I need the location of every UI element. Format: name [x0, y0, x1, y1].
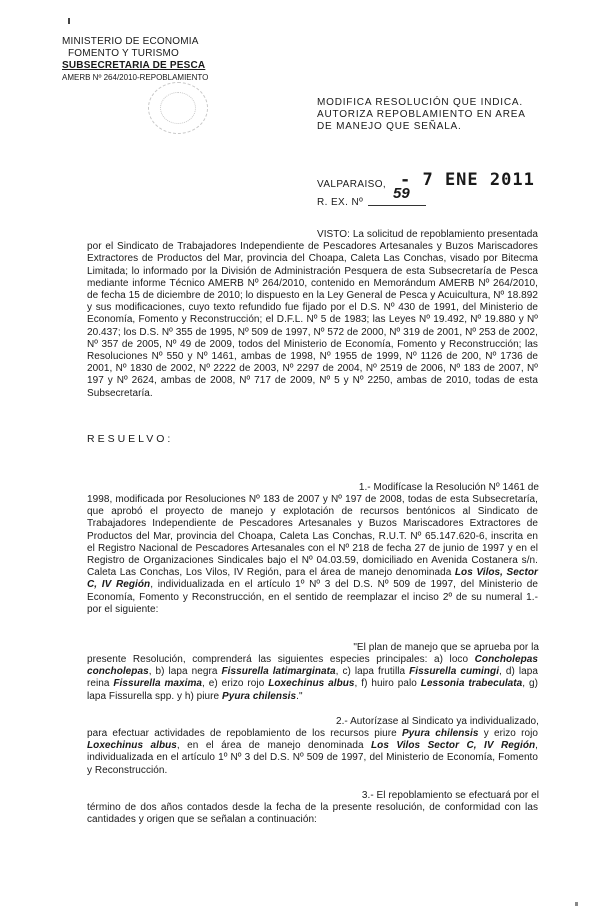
- resolution-number: 59: [393, 185, 410, 202]
- item2-species-1: Pyura chilensis: [401, 728, 479, 739]
- subject-line-1: MODIFICA RESOLUCIÓN QUE INDICA.: [317, 97, 523, 108]
- species-2: Fissurella latimarginata: [221, 666, 336, 678]
- quote-text-7: , g) lapa Fissurella spp. y h) piure: [87, 678, 538, 702]
- quote-paragraph: [87, 654, 538, 703]
- quote-text-6: , f) huiro palo: [354, 678, 421, 690]
- item2-text-4: , individualizada en el artículo 1º Nº 3 del D.S. Nº 509 de 1997, del Ministerio de Economía, Fomento y Reconstrucción.: [87, 740, 539, 776]
- visto-label: VISTO:: [317, 229, 350, 240]
- item2-species-2: Loxechinus albus: [87, 740, 177, 752]
- species-4: Fissurella maxima: [113, 678, 203, 690]
- item3-lead: 3.- El repoblamiento se efectuará por el: [361, 790, 539, 801]
- subject-line-3: DE MANEJO QUE SEÑALA.: [317, 121, 462, 132]
- quote-text-1: presente Resolución, comprenderá las siguientes especies principales: a) loco: [87, 654, 475, 665]
- item1-paragraph: [87, 494, 538, 616]
- species-3: Fissurella cumingi: [409, 666, 500, 678]
- item2-text-3: , en el área de manejo denominada: [176, 740, 371, 752]
- item1-text-a: 1998, modificada por Resoluciones Nº 183 de 2007 y Nº 197 de 2008, todas de esta Subsecretaría, que aprobó el proyecto de manejo y explotación de recursos bentónicos al Sindicato de Trabajadores Independiente de Pescadores Artesanales y Buzos Mariscadores Extractores de Productos del Mar, provincia del Choapa, Caleta Las Conchas, R.U.T. Nº 65.147.620-6, inscrita en el Registro Nacional de Pescadores Artesanales con el Nº 218 de fecha 27 de junio de 1997 y en el Registro de Organizaciones Sindicales bajo el Nº 04.03.59, domiciliado en Avenida Costanera s/n. Caleta Las Conchas, Los Vilos, IV Región, para el área de manejo denominada: [87, 494, 538, 579]
- quote-text-3: , c) lapa frutilla: [335, 666, 410, 678]
- ministry-name: MINISTERIO DE ECONOMIA: [62, 36, 199, 47]
- quote-text-2: , b) lapa negra: [148, 666, 222, 678]
- item1-area-name: Los Vilos, Sector C, IV Región: [87, 567, 538, 591]
- item2-lead: 2.- Autorízase al Sindicato ya individualizado,: [335, 716, 539, 727]
- quote-text-4: , d) lapa reina: [87, 666, 538, 690]
- resuelvo-heading: RESUELVO:: [87, 433, 174, 445]
- item2-paragraph: [87, 728, 538, 777]
- item1-lead: 1.- Modifícase la Resolución Nº 1461 de: [358, 482, 539, 493]
- place-label: VALPARAISO,: [317, 179, 387, 190]
- scan-mark-bottom: [575, 902, 578, 906]
- item3-paragraph: término de dos años contados desde la fecha de la presente resolución, de conformidad con las cantidades y origen que se señalan a continuación:: [87, 802, 538, 826]
- item2-text-1: para efectuar actividades de repoblamiento de los recursos piure: [87, 728, 402, 739]
- subsecretaria-name: SUBSECRETARIA DE PESCA: [62, 60, 206, 71]
- date-stamp: - 7 ENE 2011: [400, 170, 535, 190]
- quote-text-8: .": [296, 690, 303, 702]
- species-6: Lessonia trabeculata: [420, 678, 523, 690]
- species-5: Loxechinus albus: [268, 678, 355, 690]
- subject-line-2: AUTORIZA REPOBLAMIENTO EN AREA: [317, 109, 526, 120]
- reference-code: AMERB Nº 264/2010-REPOBLAMIENTO: [62, 73, 209, 82]
- official-seal-inner: [160, 92, 196, 124]
- quote-lead: "El plan de manejo que se aprueba por la: [353, 642, 539, 653]
- scan-mark: [68, 18, 70, 24]
- item2-text-2: y erizo rojo: [478, 728, 538, 739]
- visto-text: La solicitud de repoblamiento presentada por el Sindicato de Trabajadores Independiente de Pescadores Artesanales y Buzos Mariscadores Extractores de Productos del Mar, provincia del Choapa, Caleta Las Conchas, visado por Bitecma Limitada; lo informado por la División de Administración Pesquera de esta Subsecretaría de Pesca mediante informe Técnico AMERB Nº 264/2010, contenido en Memorándum AMERB Nº 264/2010, de fecha 15 de diciembre de 2010; lo dispuesto en la Ley General de Pesca y Acuicultura, Nº 18.892 y sus modificaciones, cuyo texto refundido fue fijado por el D.S. Nº 430 de 1991, del Ministerio de Economía, Fomento y Reconstrucción; el D.F.L. Nº 5 de 1983; las Leyes Nº 19.492, Nº 19.880 y Nº 20.437; los D.S. Nº 355 de 1995, Nº 509 de 1997, Nº 572 de 2000, Nº 319 de 2001, Nº 253 de 2002, Nº 357 de 2005, Nº 49 de 2009, todos del Ministerio de Economía, Fomento y Reconstrucción; las Resoluciones Nº 550 y Nº 1461, ambas de 1998, Nº 1955 de 1999, Nº 1126 de 200, Nº 1736 de 2001, Nº 1830 de 2002, Nº 2222 de 2003, Nº 2297 de 2004, Nº 2519 de 2006, Nº 183 de 2007, Nº 197 y Nº 2624, ambas de 2008, Nº 717 de 2009, Nº 5 y Nº 2250, ambas de 2010, todas de esta Subsecretaría.: [87, 229, 538, 399]
- item1-text-b: , individualizada en el artículo 1º Nº 3 del D.S. Nº 509 de 1997, del Ministerio de Economía, Fomento y Reconstrucción, en el sentido de reemplazar el inciso 2º de su numeral 1.- por el siguiente:: [87, 579, 538, 615]
- resolution-underline: [368, 205, 426, 206]
- visto-paragraph: [87, 229, 538, 400]
- resolution-label: R. EX. Nº: [317, 197, 364, 208]
- item2-area-name: Los Vilos Sector C, IV Región: [371, 740, 536, 752]
- ministry-subtitle: FOMENTO Y TURISMO: [68, 48, 180, 59]
- species-7: Pyura chilensis: [222, 690, 297, 702]
- species-1: Concholepas concholepas: [87, 654, 538, 678]
- quote-text-5: , e) erizo rojo: [202, 678, 269, 690]
